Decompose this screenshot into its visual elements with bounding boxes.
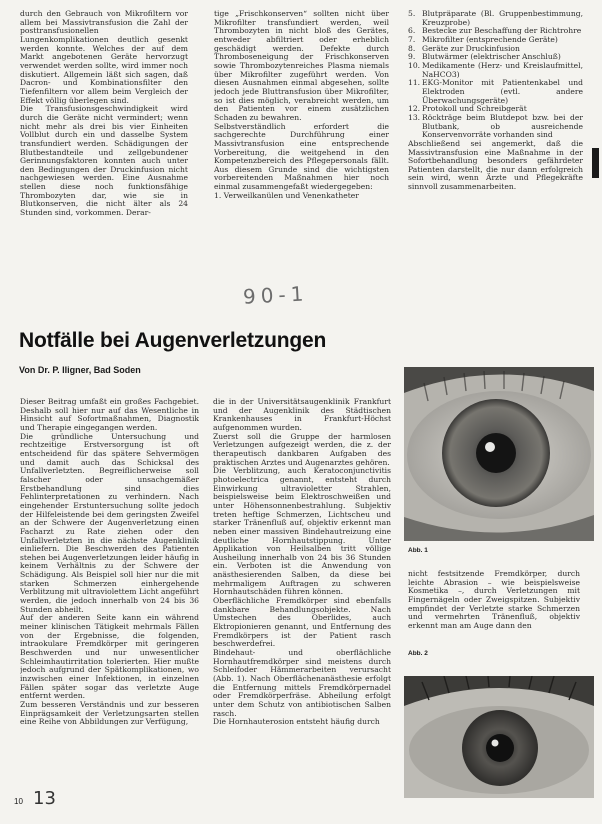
handwritten-note: 90-1	[242, 281, 309, 309]
list-item-text: Mikrofilter (entsprechende Geräte)	[422, 34, 558, 44]
previous-article-text: durch den Gebrauch von Mikrofiltern vor allem bei Massivtransfusion die Zahl der posttransfusionellen Lungenkomplikationen deutlich gesenkt werden konnte. Welches der auf dem Markt angebotenen Geräte hervorzugt verwendet werden sollte, wird immer noch diskutiert. Allgemein läßt sich sagen, daß Dacron- und Kombinationsfilter den Tiefenfiltern vor allem beim Vergleich der Effekt völlig überlegen sind. Die Transfusionsgeschwindigkeit wird durch die Geräte nicht vermindert; wenn nicht mehr als drei bis vier Einheiten Vollblut durch ein und dasselbe System transfundiert werden. Schädigungen der Blutbestandteile und zellgebundener Gerinnungsfaktoren konnten auch unter den Bedingungen der Druckinfusion nicht nachgewiesen werden. Eine Ausnahme stellen diese noch funktionsfähige Thrombozyten dar, wie sie in Blutkonserven, die nicht älter als 24 Stunden sind, vorkommen. Derar-	[20, 10, 188, 218]
list-item-number: 7.	[408, 34, 416, 44]
article-text: Dieser Beitrag umfaßt ein großes Fachgebiet. Deshalb soll hier nur auf das Wesentliche in Hinsicht auf Sofortmaßnahmen, Diagnostik und Therapie eingegangen werden. Die gründliche Untersuchung und rechtzeitige Erstversorgung ist oft entscheidend für das spätere Sehvermögen und damit auch das Schicksal des Unfallverletzten. Begreiflicherweise soll falscher oder unsachgemäßer Erstbehandlung sind dies Fehlinterpretationen zu verhindern. Nach eingehender Erstuntersuchung sollte jedoch der Hilfeleistende bei dem geringsten Zweifel an der Schwere der Augenverletzung einen Facharzt zu Rate ziehen oder den Unfallverletzten in die nächste Augenklinik einliefern. Die Beschwerden des Patienten stehen bei Augenverletzungen leider häufig in keinem Verhältnis zu der Schwere der Schädigung. Als Beispiel soll hier nur die mit starken Schmerzen einhergehende Verblitzung mit ultraviolettem Licht angeführt werden, die jedoch innerhalb von 24 bis 36 Stunden abheilt. Auf der anderen Seite kann ein während meiner klinischen Tätigkeit mehrmals Fällen von der Ergebnisse, die folgenden, intraokulare Fremdkörper mit geringeren Beschwerden und nur unwesentlicher Schleimhautirritation tolerierten. Hier mußte jedoch aufgrund der Spätkomplikationen, wo inzwischen einer Infektionen, in einzelnen Fällen später sogar das verletzte Auge entfernt werden. Zum besseren Verständnis und zur besseren Einprägsamkeit der Verletzungsarten stellen eine Reihe von Abbildungen zur Verfügung,	[20, 398, 199, 727]
list-item-number: 10.	[408, 60, 421, 70]
list-item-text: EKG-Monitor mit Patientenkabel und Elektroden (evtl. andere Überwachungsgeräte)	[422, 78, 583, 105]
preparation-list-item	[408, 79, 583, 105]
list-item-text: Bestecke zur Beschaffung der Richtrohre	[422, 26, 582, 36]
article-column-3	[408, 570, 580, 642]
figure-1-label: Abb. 1	[408, 547, 428, 554]
list-item-text: Protokoll und Schreibgerät	[422, 104, 527, 114]
list-item-text: Blutwärmer (elektrischer Anschluß)	[422, 52, 561, 62]
article-title: Notfälle bei Augenverletzungen	[19, 329, 327, 352]
list-item-number: 5.	[408, 10, 416, 18]
list-item-text: Medikamente (Herz- und Kreislaufmittel, NaHCO3)	[422, 60, 583, 79]
list-item-number: 8.	[408, 43, 416, 53]
article-text: die in der Universitätsaugenklinik Frankfurt und der Augenklinik des Städtischen Krankenhauses in Frankfurt-Höchst aufgenommen wurden. Zuerst soll die Gruppe der harmlosen Verletzungen aufgezeigt werden, die z. der therapeutisch dankbaren Aufgaben des praktischen Arztes und Augenarztes gehören. Die Verblitzung, auch Keratoconjunctivitis photoelectrica genannt, entsteht durch Einwirkung ultravioletter Strahlen, beispielsweise beim Elektroschweißen und unter Höhensonnenbestrahlung. Subjektiv treten heftige Schmerzen, Lichtscheu und starker Tränenfluß auf, objektiv erkennt man neben einer massiven Bindehautreizung eine deutliche Hornhautstippung. Unter Applikation von Heilsalben tritt völlige Ausheilung innerhalb von 24 bis 36 Stunden ein. Verboten ist die Anwendung von anästhesierenden Salben, da diese bei mehrmaligem Auftragen zu schweren Hornhautschäden führen können. Oberflächliche Fremdkörper sind ebenfalls dankbare Behandlungsobjekte. Nach Umstechen des Oberlides, auch Ektropionieren genannt, und Entfernung des Fremdkörpers ist der Patient rasch beschwerdefrei. Bindehaut- und oberflächliche Hornhautfremdkörper sind meistens durch Schleifoder Hämmerarbeiten verursacht (Abb. 1). Nach Oberflächenanästhesie erfolgt die Entfernung mittels Fremdkörpernadel oder Fremdkörperfräse. Abheilung erfolgt unter dem Schutz von antibiotischen Salben rasch. Die Hornhauterosion entsteht häufig durch	[213, 398, 391, 727]
list-item-text: Blutpräparate (Bl. Gruppenbestimmung, Kreuzprobe)	[422, 10, 583, 27]
list-item-text: Geräte zur Druckinfusion	[422, 43, 520, 53]
eye-photo-2	[404, 676, 594, 798]
preparation-list-item	[408, 62, 583, 79]
figure-eye-2	[404, 676, 594, 798]
previous-article-column-3	[408, 10, 583, 240]
edge-mark	[592, 148, 599, 178]
preparation-list-item	[408, 10, 583, 27]
figure-2-label: Abb. 2	[408, 650, 428, 657]
article-column-2	[213, 398, 391, 784]
list-item-number: 9.	[408, 52, 416, 62]
preparation-list-item	[408, 114, 583, 140]
page-number: 10	[14, 797, 23, 806]
previous-article-text: tige „Frischkonserven“ sollten nicht über Mikrofilter transfundiert werden, weil Thrombozyten in nicht bloß des Gerätes, entweder abfiltriert oder erheblich geschädigt werden. Defekte durch Thromboseneigung der Frischkonserven sowie Thrombozytenreiches Plasma niemals über Mikrofilter zugeführt werden. Von diesen Ausnahmen einmal abgesehen, sollte jedoch jede Bluttransfusion über Mikrofilter, so ist dies möglich, verabreicht werden, um den Patienten vor einem zusätzlichen Schaden zu bewahren. Selbstverständlich erfordert die sachgerechte Durchführung einer Massivtransfusion eine entsprechende Vorbereitung, die weitgehend in den Kompetenzbereich des Pflegepersonals fällt. Aus diesem Grunde sind die wichtigsten vorbereitenden Maßnahmen hier noch einmal zusammengefaßt wiedergegeben: 1. Verweilkanülen und Venenkatheter	[214, 10, 389, 200]
article-column-1	[20, 398, 199, 784]
previous-article-conclusion: Abschließend sei angemerkt, daß die Massivtransfusion eine Maßnahme in der Sofortbehandlung besonders gefährdeter Patienten darstellt, die nur dann erfolgreich sein wird, wenn Ärzte und Pflegekräfte sinnvoll zusammenarbeiten.	[408, 138, 583, 192]
eye-photo-1	[404, 367, 594, 541]
article-text: nicht festsitzende Fremdkörper, durch leichte Abrasion – wie beispielsweise Kosmetika –, durch Verletzungen mit Fingernägeln oder Zweigspitzen. Subjektiv empfindet der Verletzte starke Schmerzen und vermehrten Tränenfluß, objektiv erkennt man am Auge dann den	[408, 570, 580, 630]
list-item-number: 6.	[408, 26, 416, 36]
handwritten-page-number: 13	[33, 788, 56, 809]
article-byline: Von Dr. P. Iligner, Bad Soden	[19, 365, 141, 375]
figure-eye-1	[404, 367, 594, 541]
previous-article-column-2	[214, 10, 389, 234]
previous-article-column-1	[20, 10, 188, 244]
list-item-number: 13.	[408, 112, 421, 122]
list-item-text: Röckträge beim Blutdepot bzw. bei der Blutbank, ob ausreichende Konservenvorräte vorhanden sind	[422, 112, 583, 140]
list-item-number: 12.	[408, 104, 421, 114]
preparation-list	[408, 10, 583, 140]
list-item-number: 11.	[408, 78, 421, 88]
